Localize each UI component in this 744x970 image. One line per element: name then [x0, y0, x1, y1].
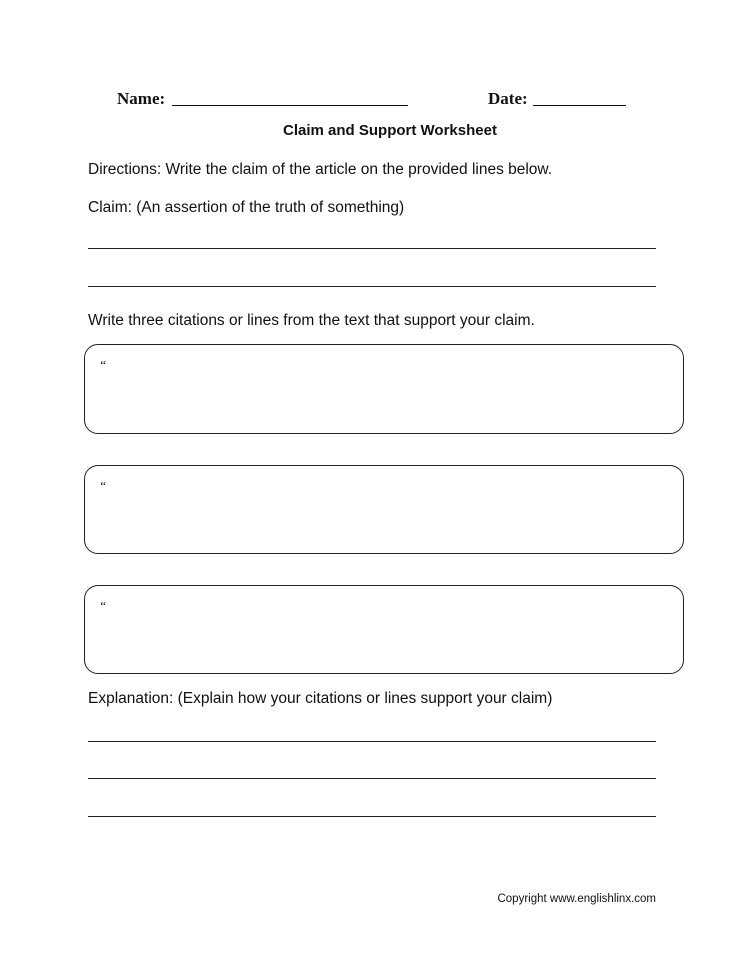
- directions-text: Directions: Write the claim of the article on the provided lines below.: [88, 161, 553, 178]
- claim-line-1[interactable]: [88, 248, 656, 249]
- quote-mark: “: [99, 478, 107, 493]
- citation-box-2[interactable]: [84, 465, 684, 554]
- claim-label: Claim: (An assertion of the truth of something): [88, 199, 405, 216]
- explanation-line-2[interactable]: [88, 778, 656, 779]
- explanation-label: Explanation: (Explain how your citations or lines support your claim): [88, 690, 553, 707]
- citation-box-1[interactable]: [84, 344, 684, 434]
- quote-mark: “: [99, 357, 107, 372]
- date-line[interactable]: [533, 105, 626, 106]
- name-label: Name:: [117, 89, 166, 108]
- name-line[interactable]: [172, 105, 408, 106]
- claim-line-2[interactable]: [88, 286, 656, 287]
- citations-prompt: Write three citations or lines from the text that support your claim.: [88, 312, 535, 329]
- worksheet-title: Claim and Support Worksheet: [283, 122, 497, 139]
- date-label: Date:: [488, 89, 528, 108]
- explanation-line-1[interactable]: [88, 741, 656, 742]
- explanation-line-3[interactable]: [88, 816, 656, 817]
- citation-box-3[interactable]: [84, 585, 684, 674]
- copyright-text: Copyright www.englishlinx.com: [497, 893, 656, 905]
- quote-mark: “: [99, 598, 107, 613]
